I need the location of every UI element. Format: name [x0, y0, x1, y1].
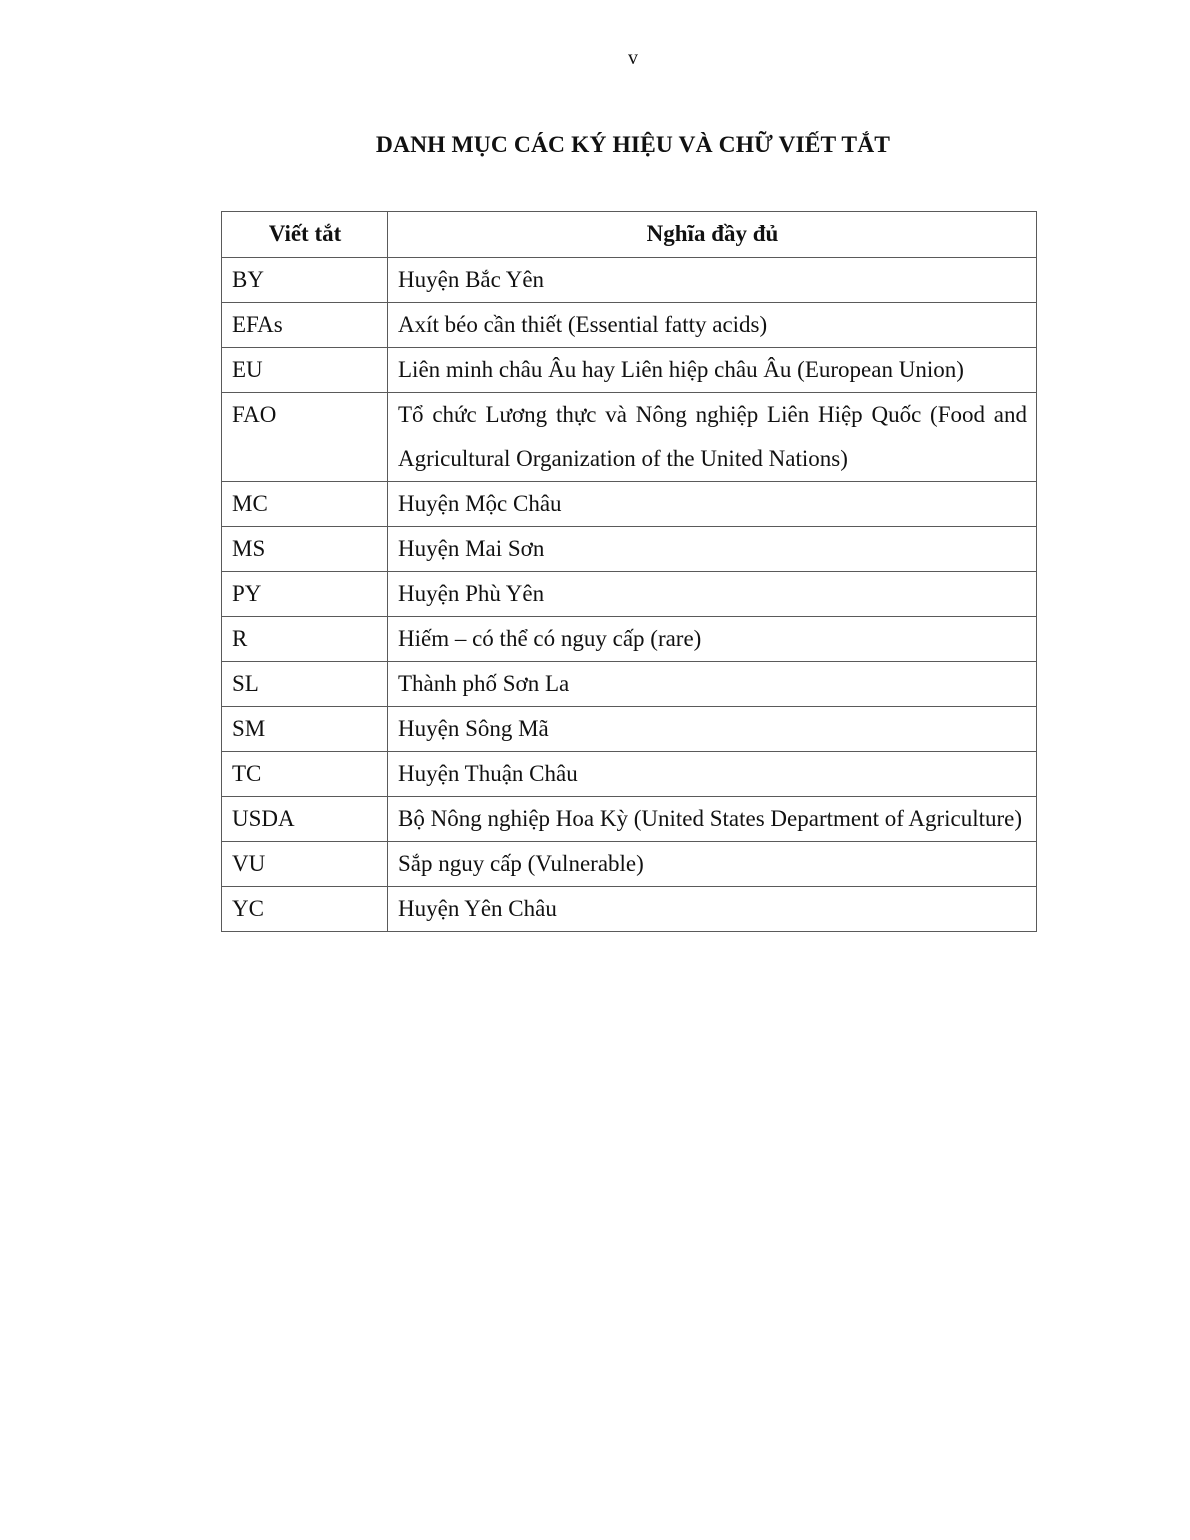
meaning-cell: Axít béo cần thiết (Essential fatty acids) [388, 303, 1037, 348]
table-row [222, 393, 1037, 482]
meaning-cell: Tổ chức Lương thực và Nông nghiệp Liên Hiệp Quốc (Food and Agricultural Organization of the United Nations) [388, 393, 1037, 482]
page-number: v [628, 47, 638, 69]
table-row [222, 303, 1037, 348]
abbr-cell: VU [222, 842, 388, 887]
meaning-cell: Sắp nguy cấp (Vulnerable) [388, 842, 1037, 887]
meaning-cell: Liên minh châu Âu hay Liên hiệp châu Âu (European Union) [388, 348, 1037, 393]
meaning-cell: Huyện Sông Mã [388, 707, 1037, 752]
header-meaning: Nghĩa đầy đủ [388, 212, 1037, 258]
header-abbreviation: Viết tắt [222, 212, 388, 258]
meaning-cell: Huyện Yên Châu [388, 887, 1037, 932]
meaning-cell: Huyện Bắc Yên [388, 258, 1037, 303]
abbr-cell: FAO [222, 393, 388, 482]
table-row [222, 887, 1037, 932]
meaning-cell: Huyện Thuận Châu [388, 752, 1037, 797]
abbreviation-table [221, 211, 1037, 932]
table-row [222, 527, 1037, 572]
table-row [222, 348, 1037, 393]
table-row [222, 482, 1037, 527]
table-row [222, 797, 1037, 842]
table-row [222, 752, 1037, 797]
meaning-cell: Huyện Mai Sơn [388, 527, 1037, 572]
page-title: DANH MỤC CÁC KÝ HIỆU VÀ CHỮ VIẾT TẮT [375, 132, 891, 158]
abbr-cell: PY [222, 572, 388, 617]
table-row [222, 258, 1037, 303]
meaning-cell: Huyện Mộc Châu [388, 482, 1037, 527]
meaning-cell: Bộ Nông nghiệp Hoa Kỳ (United States Department of Agriculture) [388, 797, 1037, 842]
abbr-cell: SL [222, 662, 388, 707]
abbr-cell: TC [222, 752, 388, 797]
abbr-cell: SM [222, 707, 388, 752]
abbr-cell: MS [222, 527, 388, 572]
abbr-cell: USDA [222, 797, 388, 842]
abbr-cell: R [222, 617, 388, 662]
meaning-cell: Thành phố Sơn La [388, 662, 1037, 707]
table-row [222, 662, 1037, 707]
table-row [222, 617, 1037, 662]
table-row [222, 572, 1037, 617]
table-row [222, 707, 1037, 752]
abbr-cell: EU [222, 348, 388, 393]
meaning-cell: Huyện Phù Yên [388, 572, 1037, 617]
abbr-cell: BY [222, 258, 388, 303]
abbr-cell: MC [222, 482, 388, 527]
table-header-row [222, 212, 1037, 258]
table-row [222, 842, 1037, 887]
meaning-cell: Hiếm – có thể có nguy cấp (rare) [388, 617, 1037, 662]
abbr-cell: YC [222, 887, 388, 932]
abbr-cell: EFAs [222, 303, 388, 348]
